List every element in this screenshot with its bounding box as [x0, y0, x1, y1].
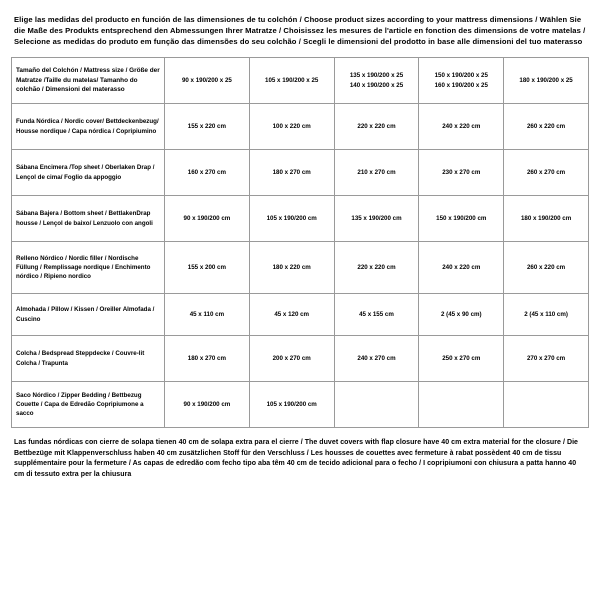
table-cell: 155 x 220 cm [165, 104, 250, 150]
table-cell: 180 x 220 cm [249, 242, 334, 294]
table-row-label: Sábana Encimera /Top sheet / Oberlaken Drap / Lençol de cima/ Foglio da appoggio [12, 150, 165, 196]
table-cell: 220 x 220 cm [334, 242, 419, 294]
table-cell: 2 (45 x 90 cm) [419, 294, 504, 336]
column-header-2: 105 x 190/200 x 25 [249, 58, 334, 104]
table-cell: 90 x 190/200 cm [165, 196, 250, 242]
table-row-label: Colcha / Bedspread Steppdecke / Couvre-lit Colcha / Trapunta [12, 336, 165, 382]
table-row [12, 382, 589, 428]
table-cell: 135 x 190/200 cm [334, 196, 419, 242]
footnote-text: Las fundas nórdicas con cierre de solapa tienen 40 cm de solapa extra para el cierre / The duvet covers with flap closure have 40 cm extra material for the closure / Die Bettbezüge mit Klappenverschluss haben 40 cm zusätzlichen Stoff für den Verschluss / Les housses de couettes avec fermeture à rabat possèdent 40 cm de tissu supplémentaire pour la fermeture / As capas de edredão com fecho tipo aba têm 40 cm de tecido adicional para o fecho / I copripiumoni con chiusura a patta hanno 40 cm di tessuto extra per la chiusura [14, 439, 579, 478]
column-header-3-line2: 140 x 190/200 x 25 [349, 81, 404, 89]
table-cell [504, 382, 589, 428]
table-cell: 230 x 270 cm [419, 150, 504, 196]
table-cell: 270 x 270 cm [504, 336, 589, 382]
table-cell: 100 x 220 cm [249, 104, 334, 150]
table-cell: 250 x 270 cm [419, 336, 504, 382]
table-cell: 45 x 155 cm [334, 294, 419, 336]
table-cell: 240 x 270 cm [334, 336, 419, 382]
table-header-row [12, 58, 589, 104]
table-cell: 150 x 190/200 cm [419, 196, 504, 242]
table-cell: 45 x 110 cm [165, 294, 250, 336]
table-cell: 105 x 190/200 cm [249, 196, 334, 242]
table-row [12, 294, 589, 336]
table-cell: 180 x 270 cm [249, 150, 334, 196]
table-cell: 220 x 220 cm [334, 104, 419, 150]
column-header-4 [419, 58, 504, 104]
size-table [11, 57, 589, 428]
table-cell: 180 x 270 cm [165, 336, 250, 382]
table-cell [334, 382, 419, 428]
table-cell: 200 x 270 cm [249, 336, 334, 382]
table-cell: 155 x 200 cm [165, 242, 250, 294]
table-cell: 240 x 220 cm [419, 242, 504, 294]
table-cell: 260 x 220 cm [504, 104, 589, 150]
table-cell: 90 x 190/200 cm [165, 382, 250, 428]
column-header-1: 90 x 190/200 x 25 [165, 58, 250, 104]
table-row [12, 104, 589, 150]
intro-text: Elige las medidas del producto en función de las dimensiones de tu colchón / Choose product sizes according to your mattress dimensions / Wählen Sie die Maße des Produkts entsprechend den Abmessungen Ihrer Matratze / Choisissez les mesures de l'article en fonction des dimensions de votre matelas / Selecione as medidas do produto em função das dimensões do seu colchão / Scegli le dimensioni del prodotto in base alle dimensioni del tuo materasso [14, 15, 586, 46]
column-header-5: 180 x 190/200 x 25 [504, 58, 589, 104]
table-row-label: Relleno Nórdico / Nordic filler / Nordische Füllung / Remplissage nordique / Enchimento nórdico / Ripieno nordico [12, 242, 165, 294]
table-cell: 260 x 270 cm [504, 150, 589, 196]
table-cell: 2 (45 x 110 cm) [504, 294, 589, 336]
table-row [12, 150, 589, 196]
table-row-label: Tamaño del Colchón / Mattress size / Größe der Matratze /Taille du matelas/ Tamanho do colchão / Dimensioni del materasso [12, 58, 165, 104]
table-cell: 45 x 120 cm [249, 294, 334, 336]
table-cell: 105 x 190/200 cm [249, 382, 334, 428]
table-cell: 260 x 220 cm [504, 242, 589, 294]
table-cell [419, 382, 504, 428]
column-header-3-line1: 135 x 190/200 x 25 [349, 71, 404, 79]
table-row-label: Saco Nórdico / Zipper Bedding / Bettbezug Couette / Capa de Edredão Copripiumone a sacco [12, 382, 165, 428]
column-header-3 [334, 58, 419, 104]
table-cell: 210 x 270 cm [334, 150, 419, 196]
table-row-label: Funda Nórdica / Nordic cover/ Bettdeckenbezug/ Housse nordique / Capa nórdica / Copripiumino [12, 104, 165, 150]
table-row [12, 196, 589, 242]
table-row-label: Sábana Bajera / Bottom sheet / BettlakenDrap housse / Lençol de baixo/ Lenzuolo con angoli [12, 196, 165, 242]
table-row-label: Almohada / Pillow / Kissen / Oreiller Almofada / Cuscino [12, 294, 165, 336]
table-row [12, 336, 589, 382]
table-row [12, 242, 589, 294]
table-cell: 180 x 190/200 cm [504, 196, 589, 242]
table-cell: 240 x 220 cm [419, 104, 504, 150]
column-header-4-line1: 150 x 190/200 x 25 [434, 71, 488, 79]
table-cell: 160 x 270 cm [165, 150, 250, 196]
column-header-4-line2: 160 x 190/200 x 25 [434, 81, 488, 89]
